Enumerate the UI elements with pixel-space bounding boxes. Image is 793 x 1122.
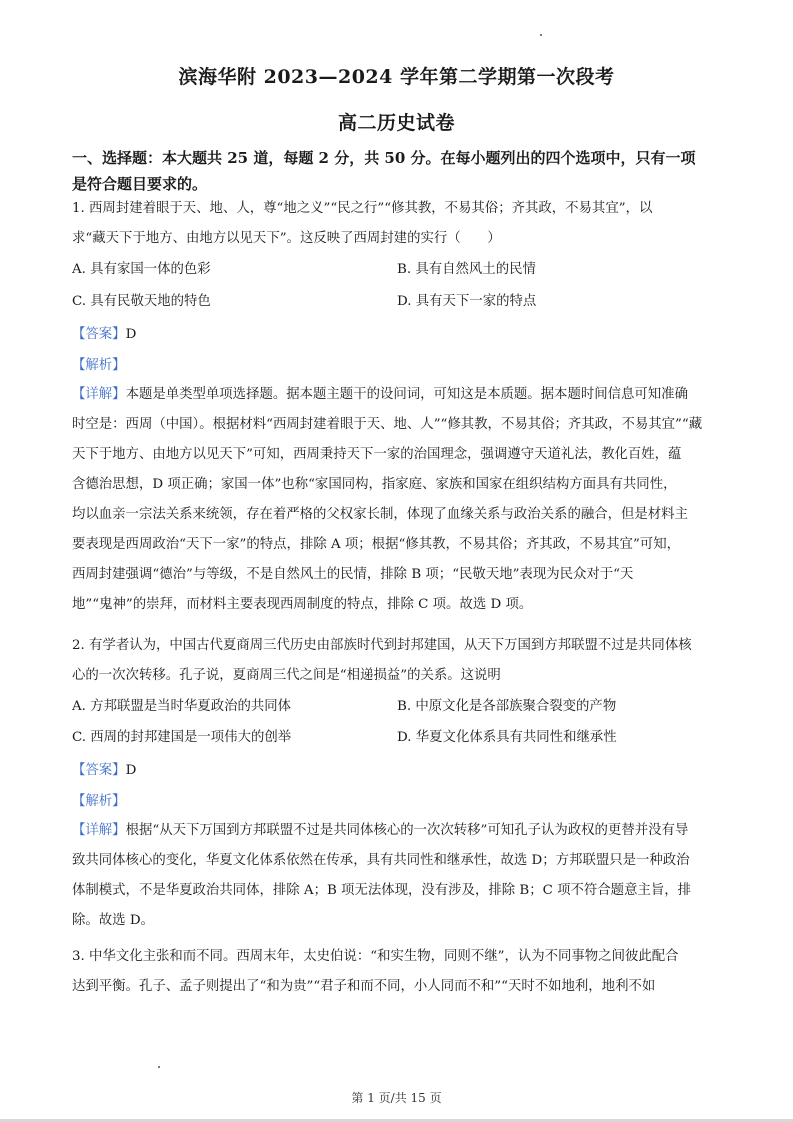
- answer-tag: 【答案】: [72, 327, 126, 342]
- question-1-option-d: D. 具有天下一家的特点: [397, 294, 537, 309]
- question-1-analysis: [72, 356, 126, 376]
- question-2-detail: 【详解】根据“从天下万国到方邦联盟不过是共同体核心的一次次转移”可知孔子认为政权的更替并没有导 致共同体核心的变化，华夏文化体系依然在传承，具有共同性和继承性，故选 D；方邦联盟只是一种政治 体制模式，不是华夏政治共同体，排除 A；B 项无法体现，没有涉及，排除 B；C 项不符合题意主旨，排 除。故选 D。: [72, 823, 692, 928]
- question-1-option-c: C. 具有民敬天地的特色: [72, 294, 211, 309]
- question-2-option-b: B. 中原文化是各部族聚合裂变的产物: [397, 699, 617, 714]
- question-1-option-b: B. 具有自然风土的民情: [397, 262, 536, 277]
- question-1-answer: [72, 325, 136, 345]
- exam-title: 滨海华附 2023—2024 学年第二学期第一次段考: [178, 66, 615, 88]
- question-2-answer: [72, 761, 136, 781]
- detail-tag: 【详解】: [72, 387, 126, 402]
- question-2-option-c: C. 西周的封邦建国是一项伟大的创举: [72, 730, 292, 745]
- analysis-tag: 【解析】: [72, 794, 126, 809]
- question-2-stem: 2. 有学者认为，中国古代夏商周三代历史由部族时代到封邦建国，从天下万国到方邦联盟不过是共同体核 心的一次次转移。孔子说，夏商周三代之间是“相递损益”的关系。这说明: [72, 638, 692, 683]
- question-3-stem: 3. 中华文化主张和而不同。西周末年，太史伯说：“和实生物，同则不继”，认为不同事物之间彼此配合 达到平衡。孔子、孟子则提出了“和为贵”“君子和而不同，小人同而不和”“天时不如地利，地利不如: [72, 949, 679, 994]
- question-1-detail: 【详解】本题是单类型单项选择题。据本题主题干的设问词，可知这是本质题。据本题时间信息可知准确 时空是：西周（中国）。根据材料“西周封建着眼于天、地、人”“修其教，不易其俗；齐其政，不易其宜”“藏 天下于地方、由地方以见天下”可知，西周秉持天下一家的治国理念，强调遵守天道礼法，教化百姓，蕴 含德治思想，D 项正确；家国一体”也称“家国同构，指家庭、家族和国家在组织结构方面具有共同性， 均以血亲一宗法关系来统领，存在着严格的父权家长制，体现了血缘关系与政治关系的融合，但是材料主 要表现是西周政治“天下一家”的特点，排除 A 项；根据“修其教，不易其俗；齐其政，不易其宜”可知， 西周封建强调“德治”与等级，不是自然风土的民情，排除 B 项；“民敬天地”表现为民众对于“天 地”“鬼神”的崇拜，而材料主要表现西周制度的特点，排除 C 项。故选 D 项。: [72, 387, 703, 612]
- scan-mark: [540, 34, 542, 36]
- answer-value: D: [125, 327, 137, 342]
- answer-tag: 【答案】: [72, 763, 126, 778]
- detail-tag: 【详解】: [72, 823, 126, 838]
- section-heading: 一、选择题：本大题共 25 道，每题 2 分，共 50 分。在每小题列出的四个选项中，只有一项 是符合题目要求的。: [72, 149, 696, 193]
- question-2-analysis: [72, 792, 126, 812]
- question-2-option-d: D. 华夏文化体系具有共同性和继承性: [397, 730, 617, 745]
- scan-mark: [158, 1066, 160, 1068]
- question-2-option-a: A. 方邦联盟是当时华夏政治的共同体: [72, 699, 292, 714]
- question-1-option-a: A. 具有家国一体的色彩: [72, 262, 211, 277]
- answer-value: D: [125, 763, 137, 778]
- page-number: 第 1 页/共 15 页: [351, 1091, 442, 1105]
- analysis-tag: 【解析】: [72, 358, 126, 373]
- question-1-stem: 1. 西周封建着眼于天、地、人，尊“地之义”“民之行”“修其教，不易其俗；齐其政，不易其宜”，以 求“藏天下于地方、由地方以见天下”。这反映了西周封建的实行（ ）: [72, 201, 653, 246]
- exam-subtitle: 高二历史试卷: [337, 112, 455, 134]
